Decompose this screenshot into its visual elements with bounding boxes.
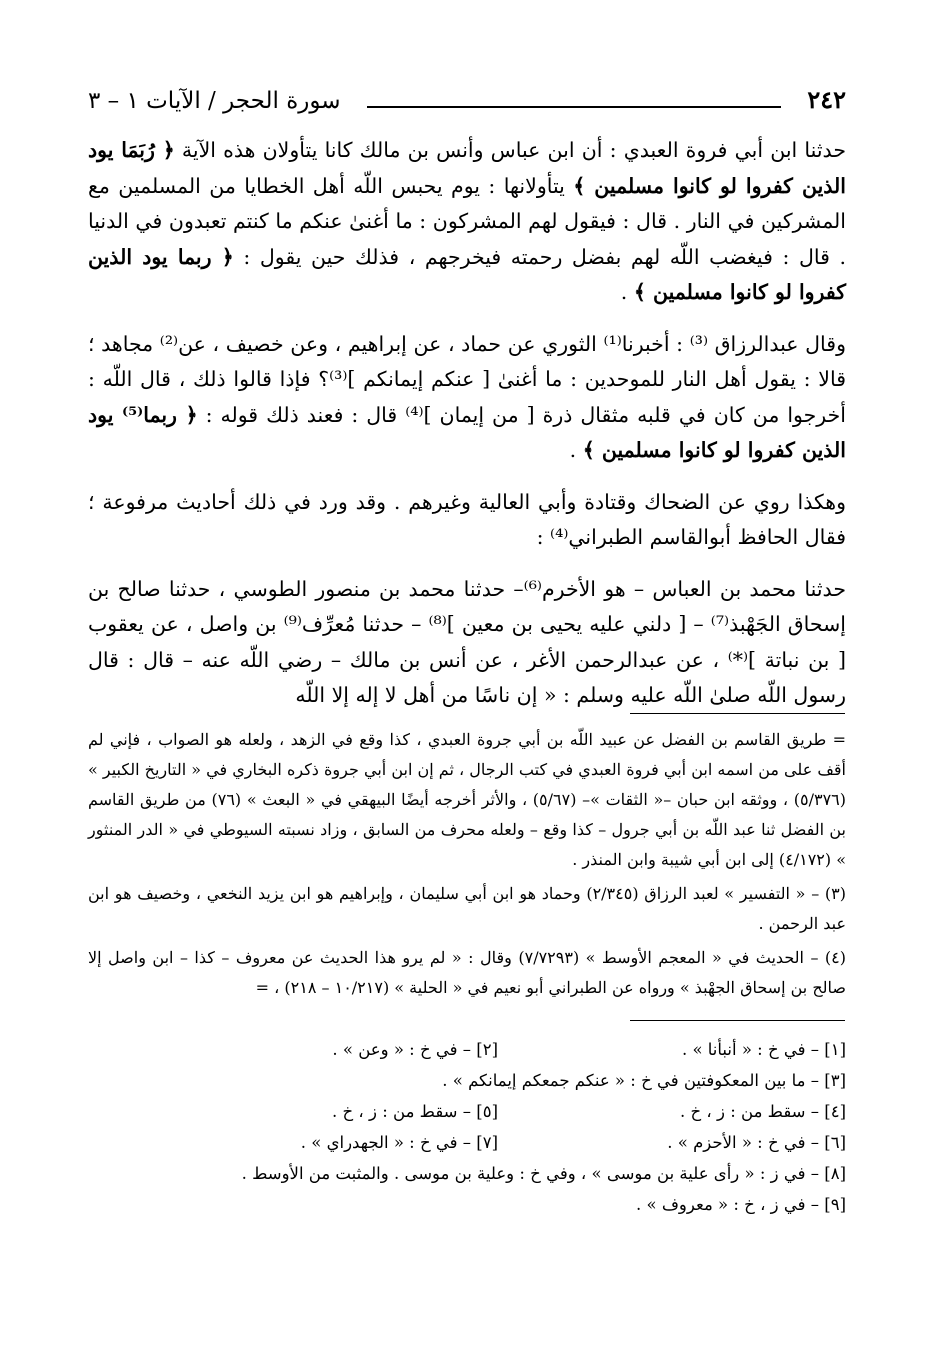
paragraph-text: يتأولانها : يوم يحبس اللّه أهل الخطايا من المسلمين مع المشركين في النار . قال : فيقول لهم المشركون : ما أغنىٰ عنكم ما كنتم تعبدون في الدنيا . قال : فيغضب اللّه لهم بفضل رحمته فيخرجهم ، فذلك حين يقول : <box>88 173 846 269</box>
variant-row <box>150 1189 846 1220</box>
footnote-separator <box>630 713 845 714</box>
paragraph-4: حدثنا محمد بن العباس – هو الأخرم⁽⁶⁾– حدثنا محمد بن منصور الطوسي ، حدثنا صالح بن إسحاق الجَهْبذ⁽⁷⁾ – [ دلني عليه يحيى بن معين ]⁽⁸⁾ – حدثنا مُعرِّف⁽⁹⁾ بن واصل ، عن يعقوب [ بن نباتة ]⁽*⁾ ، عن عبدالرحمن الأغر ، عن أنس بن مالك – رضي اللّه عنه – قال : قال رسول اللّه صلىٰ اللّه عليه وسلم : « إن ناسًا من أهل لا إله إلا اللّه <box>88 576 846 707</box>
header-rule <box>367 106 782 108</box>
variant-row <box>150 1158 846 1189</box>
variant-1: [١] – في خ : « أنبأنا » . <box>681 1040 846 1059</box>
variant-5: [٥] – سقط من : ز ، خ . <box>332 1102 498 1121</box>
footnote-4: (٤) – الحديث في « المعجم الأوسط » (٧/٧٢٩٣) وقال : « لم يرو هذا الحديث عن معروف – كذا – ابن واصل إلا صالح بن إسحاق الجهْبذ » ورواه عن الطبراني أبو نعيم في « الحلية » (١٠/٢١٧ – ٢١٨) ، = <box>88 948 847 997</box>
quran-quote: ﴿ ربما يود الذين كفروا لو كانوا مسلمين ﴾ <box>88 244 846 304</box>
variant-3: [٣] – ما بين المعكوفتين في خ : « عنكم جمعكم إيمانكم » . <box>442 1071 846 1090</box>
paragraph-3: وهكذا روي عن الضحاك وقتادة وأبي العالية وغيرهم . وقد ورد في ذلك أحاديث مرفوعة ؛ فقال الحافظ أبوالقاسم الطبراني⁽⁴⁾ : <box>88 489 846 549</box>
paragraph-text: حدثنا ابن أبي فروة العبدي : أن ابن عباس وأنس بن مالك كانا يتأولان هذه الآية <box>181 138 846 162</box>
footnotes <box>88 725 846 1003</box>
quran-quote: ﴿ ربما⁽⁵⁾ يود الذين كفروا لو كانوا مسلمين ﴾ <box>88 402 846 462</box>
footnote-3: (٣) – « التفسير » لعبد الرزاق (٢/٣٤٥) وحماد هو ابن أبي سليمان ، وإبراهيم هو ابن يزيد النخعي ، وخصيف هو ابن عبد الرحمن . <box>88 884 846 933</box>
variants-separator <box>630 1020 845 1021</box>
variant-row <box>150 1065 846 1096</box>
page-header <box>88 74 846 114</box>
running-title: سورة الحجر / الآيات ١ – ٣ <box>88 88 341 114</box>
page-number: ٢٤٢ <box>807 85 846 114</box>
manuscript-variants <box>150 1034 846 1220</box>
paragraph-2 <box>88 327 846 469</box>
variant-9: [٩] – في ز ، خ : « معروف » . <box>635 1195 846 1214</box>
footnote-continuation: = طريق القاسم بن الفضل عن عبيد اللّه بن أبي جروة العبدي ، كذا وقع في الزهد ، ولعله هو الصواب ، فإني لم أقف على من اسمه ابن أبي فروة العبدي في كتب الرجال ، ثم إن ابن أبي جروة ذكره البخاري في « التاريخ الكبير » (٥/٣٧٦) ، ووثقه ابن حبان –« الثقات »– (٥/٦٧) ، والأثر أخرجه أيضًا البيهقي في « البعث » (٧٦) من طريق القاسم بن الفضل ثنا عبد اللّه بن أبي جرول – كذا وقع – ولعله محرف من السابق ، وزاد نسبته السيوطي في « الدر المنثور » (٤/١٧٢) إلى ابن أبي شيبة وابن المنذر . <box>88 730 847 869</box>
paragraph-text: . <box>569 438 577 462</box>
variant-6: [٦] – في خ : « الأحزم » . <box>667 1133 846 1152</box>
variant-4: [٤] – سقط من : ز ، خ . <box>680 1102 846 1121</box>
paragraph-text: . <box>620 280 628 304</box>
variant-8: [٨] – في ز : « رأى علية بن موسى » ، وفي خ : وعلية بن موسى . والمثبت من الأوسط . <box>241 1164 846 1183</box>
variant-row <box>150 1096 846 1127</box>
quran-quote: ﴿ رُبَمَا يود الذين كفروا لو كانوا مسلمين ﴾ <box>88 138 846 198</box>
variant-7: [٧] – في خ : « الجهدراي » . <box>300 1133 498 1152</box>
main-text <box>88 133 846 714</box>
paragraph-text: وقال عبدالرزاق ⁽³⁾ : أخبرنا⁽¹⁾ الثوري عن حماد ، عن إبراهيم ، وعن خصيف ، عن⁽²⁾ مجاهد ؛ قالا : يقول أهل النار للموحدين : ما أغنىٰ [ عنكم إيمانكم ]⁽³⁾؟ فإذا قالوا ذلك ، قال اللّه : أخرجوا من كان في قلبه مثقال ذرة [ من إيمان ]⁽⁴⁾ قال : فعند ذلك قوله : <box>88 331 847 427</box>
variant-row <box>150 1127 846 1158</box>
paragraph-1 <box>88 133 846 311</box>
variant-row <box>150 1034 846 1065</box>
variant-2: [٢] – في خ : « وعن » . <box>332 1040 498 1059</box>
